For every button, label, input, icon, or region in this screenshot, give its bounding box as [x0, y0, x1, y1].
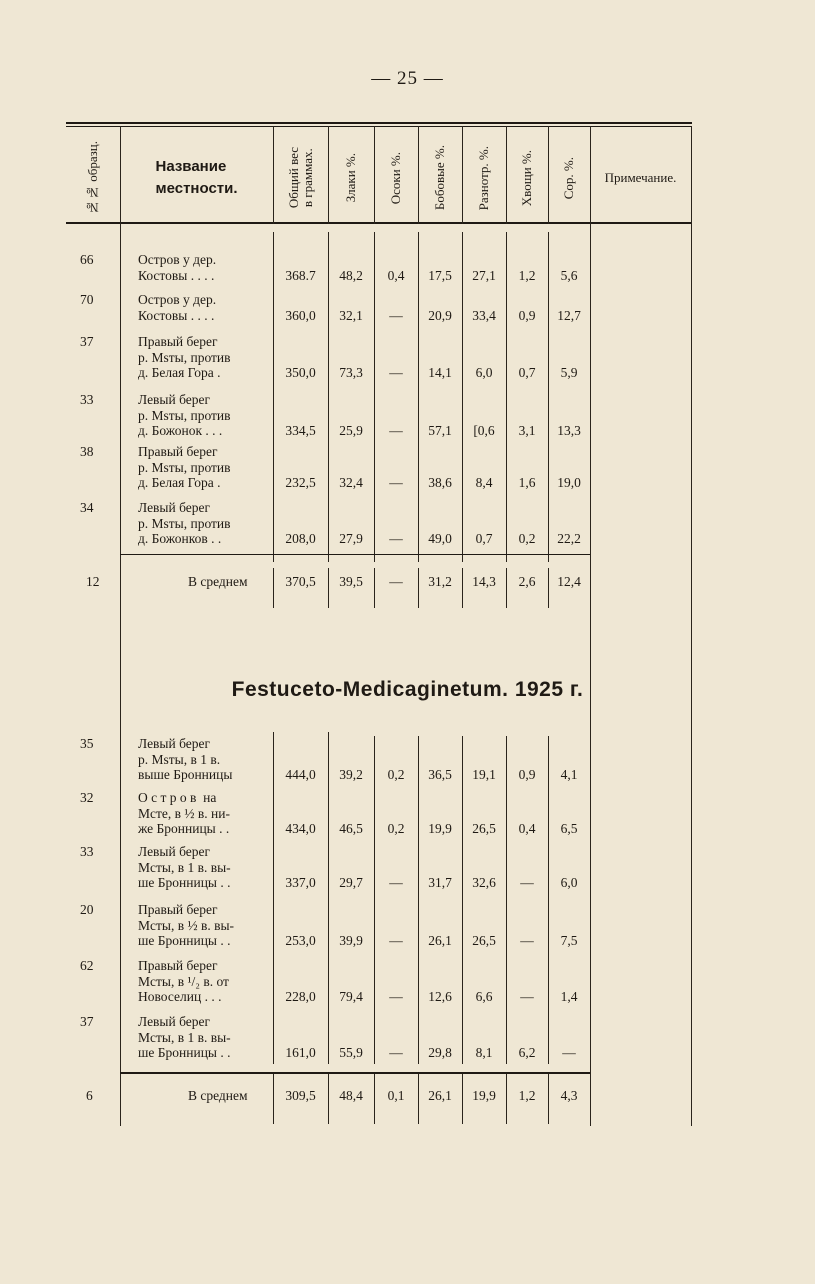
header-raznotr	[462, 130, 506, 226]
weight-value: 444,0	[285, 767, 316, 782]
khvoshch-value: —	[520, 989, 534, 1004]
osoki-value: —	[389, 1045, 403, 1060]
raznotr-value: 6,0	[475, 365, 493, 380]
raznotr-value: 8,1	[475, 1045, 493, 1060]
average-osoki-value: 0,1	[387, 1088, 405, 1103]
sor-value: 12,7	[557, 307, 581, 323]
sor-value: 22,2	[557, 531, 581, 546]
bobovye-value: 29,8	[428, 1045, 452, 1060]
header-bobovye	[418, 130, 462, 226]
bobovye-value: 57,1	[428, 423, 452, 438]
header-weight-line2: в граммах.	[299, 148, 315, 208]
raznotr-value: 27,1	[472, 267, 496, 283]
average-weight-value: 309,5	[285, 1088, 316, 1103]
zlaki-value: 55,9	[339, 1045, 363, 1060]
sample-number: 37	[80, 1014, 94, 1029]
sample-number: 66	[80, 252, 94, 267]
weight-value: 253,0	[285, 933, 316, 948]
osoki-value: —	[389, 875, 403, 890]
osoki-value: —	[389, 989, 403, 1004]
average-zlaki-value: 48,4	[339, 1088, 363, 1103]
sor-value: 1,4	[560, 989, 578, 1004]
average-bobovye-value: 31,2	[428, 574, 452, 589]
bobovye-value: 26,1	[428, 933, 452, 948]
khvoshch-value: 0,9	[518, 767, 536, 782]
khvoshch-value: 1,6	[518, 475, 536, 490]
bobovye-value: 36,5	[428, 767, 452, 782]
weight-value: 232,5	[285, 475, 316, 490]
osoki-value: 0,2	[387, 767, 405, 782]
col-divider	[374, 736, 375, 1064]
sample-number: 62	[80, 958, 94, 973]
average-raznotr-value: 14,3	[472, 574, 496, 589]
locality-name: Левый берег р. Msты, в 1 в. выше Бронницы	[138, 736, 233, 782]
header-osoki-text: Осоки %.	[388, 151, 403, 205]
osoki-value: —	[389, 933, 403, 948]
zlaki-value: 29,7	[339, 875, 363, 890]
weight-value: 350,0	[285, 365, 316, 380]
header-zlaki-text: Злаки %.	[343, 153, 358, 203]
raznotr-value: 0,7	[475, 531, 493, 546]
locality-name: Остров у дер. Костовы . . . .	[138, 292, 217, 323]
average-raznotr-value: 19,9	[472, 1088, 496, 1103]
header-note	[590, 130, 691, 226]
sor-value: 5,9	[560, 365, 578, 380]
header-osoki	[374, 130, 418, 226]
zlaki-value: 79,4	[339, 989, 363, 1004]
table-top-rule-thin	[66, 126, 692, 127]
col-divider	[548, 736, 549, 1064]
khvoshch-value: 6,2	[518, 1045, 536, 1060]
zlaki-value: 46,5	[339, 821, 363, 836]
sample-number: 70	[80, 292, 94, 307]
locality-name: Левый берег р. Msты, против д. Божонок . . .	[138, 392, 231, 438]
average-zlaki-value: 39,5	[339, 574, 363, 589]
average-osoki-value: —	[389, 574, 403, 589]
raznotr-value: 26,5	[472, 933, 496, 948]
section2-sum-rule	[120, 1072, 590, 1074]
raznotr-value: 8,4	[475, 475, 493, 490]
khvoshch-value: 0,7	[518, 365, 536, 380]
table-top-rule	[66, 122, 692, 124]
header-name-text	[155, 156, 237, 200]
section2-title: Festuceto-Medicaginetum. 1925 г.	[231, 678, 584, 701]
weight-value: 368.7	[285, 267, 316, 283]
header-bobovye-text: Бобовые %.	[432, 145, 447, 211]
raznotr-value: 26,5	[472, 821, 496, 836]
bobovye-value: 14,1	[428, 365, 452, 380]
sor-value: 7,5	[560, 933, 578, 948]
col-divider	[590, 224, 591, 1126]
weight-value: 208,0	[285, 531, 316, 546]
col-divider	[462, 736, 463, 1064]
data-table	[66, 122, 692, 1126]
sor-value: 4,1	[560, 767, 578, 782]
osoki-value: 0,2	[387, 821, 405, 836]
locality-name: Правый берег Мсты, в ½ в. вы- ше Бронницы . .	[138, 902, 235, 948]
weight-value: 434,0	[285, 821, 316, 836]
average-bobovye-value: 26,1	[428, 1088, 452, 1103]
khvoshch-value: 3,1	[518, 423, 536, 438]
raznotr-value: 19,1	[472, 767, 496, 782]
sample-number: 37	[80, 334, 94, 349]
osoki-value: —	[389, 365, 403, 380]
raznotr-value: 32,6	[472, 875, 496, 890]
locality-name: Левый берег Мсты, в 1 в. вы- ше Бронницы . .	[138, 844, 231, 890]
average-sor-value: 4,3	[560, 1088, 578, 1103]
bobovye-value: 38,6	[428, 475, 452, 490]
col-divider	[691, 126, 692, 1126]
khvoshch-value: —	[520, 875, 534, 890]
weight-value: 360,0	[285, 307, 316, 323]
locality-name: Правый берег Мсты, в ¹/₂ в. от Новоселиц . . .	[138, 958, 229, 1004]
raznotr-value: [0,6	[473, 423, 495, 438]
sample-number: 34	[80, 500, 94, 515]
bobovye-value: 17,5	[428, 267, 452, 283]
average-sample-count: 12	[86, 574, 100, 589]
header-name-line1: Название	[155, 158, 227, 175]
zlaki-value: 39,2	[339, 767, 363, 782]
col-divider	[506, 736, 507, 1064]
average-sor-value: 12,4	[557, 574, 581, 589]
header-khvoshch-text: Хвощи %.	[519, 149, 534, 207]
khvoshch-value: —	[520, 933, 534, 948]
locality-name: Левый берег р. Msты, против д. Божонков . .	[138, 500, 231, 546]
average-label: В среднем	[188, 574, 248, 589]
sor-value: 6,5	[560, 821, 578, 836]
header-note-text: Примечание.	[604, 170, 677, 185]
zlaki-value: 73,3	[339, 365, 363, 380]
raznotr-value: 6,6	[475, 989, 493, 1004]
sor-value: 19,0	[557, 475, 581, 490]
header-num-text: №№ образц.	[85, 141, 100, 215]
weight-value: 228,0	[285, 989, 316, 1004]
header-weight	[273, 130, 328, 226]
raznotr-value: 33,4	[472, 307, 496, 323]
average-label: В среднем	[188, 1088, 248, 1103]
header-khvoshch	[506, 130, 548, 226]
bobovye-value: 31,7	[428, 875, 452, 890]
col-divider	[418, 736, 419, 1064]
average-khvoshch-value: 1,2	[518, 1088, 536, 1103]
average-khvoshch-value: 2,6	[518, 574, 536, 589]
locality-name: Остров у дер. Костовы . . . .	[138, 252, 217, 283]
osoki-value: 0,4	[387, 267, 405, 283]
sor-value: 6,0	[560, 875, 578, 890]
header-sor	[548, 130, 590, 226]
bobovye-value: 12,6	[428, 989, 452, 1004]
average-weight-value: 370,5	[285, 574, 316, 589]
zlaki-value: 48,2	[339, 267, 363, 283]
sample-number: 38	[80, 444, 94, 459]
header-raznotr-text: Разнотр. %.	[476, 145, 491, 211]
osoki-value: —	[389, 423, 403, 438]
section1-sum-rule	[120, 554, 590, 555]
zlaki-value: 25,9	[339, 423, 363, 438]
locality-name: Правый берег р. Msты, против д. Белая Гора .	[138, 444, 231, 490]
sor-value: —	[562, 1045, 576, 1060]
zlaki-value: 39,9	[339, 933, 363, 948]
weight-value: 337,0	[285, 875, 316, 890]
zlaki-value: 32,1	[339, 307, 363, 323]
khvoshch-value: 1,2	[518, 267, 536, 283]
bobovye-value: 49,0	[428, 531, 452, 546]
col-divider	[120, 126, 121, 1126]
average-sample-count: 6	[86, 1088, 93, 1103]
sample-number: 35	[80, 736, 94, 751]
header-weight-text	[287, 147, 315, 208]
header-name-line2: местности.	[155, 180, 238, 197]
weight-value: 334,5	[285, 423, 316, 438]
khvoshch-value: 0,4	[518, 821, 536, 836]
locality-name: О с т р о в на Мсте, в ½ в. ни- же Бронницы . .	[138, 790, 230, 836]
header-num	[66, 130, 120, 226]
locality-name: Правый берег р. Msты, против д. Белая Гора .	[138, 334, 231, 380]
sample-number: 33	[80, 392, 94, 407]
bobovye-value: 19,9	[428, 821, 452, 836]
osoki-value: —	[389, 531, 403, 546]
zlaki-value: 27,9	[339, 531, 363, 546]
bobovye-value: 20,9	[428, 307, 452, 323]
sor-value: 13,3	[557, 423, 581, 438]
sample-number: 20	[80, 902, 94, 917]
khvoshch-value: 0,9	[518, 307, 536, 323]
khvoshch-value: 0,2	[518, 531, 536, 546]
sample-number: 33	[80, 844, 94, 859]
zlaki-value: 32,4	[339, 475, 363, 490]
header-sor-text: Сор. %.	[561, 156, 576, 200]
osoki-value: —	[389, 307, 403, 323]
header-zlaki	[328, 130, 374, 226]
osoki-value: —	[389, 475, 403, 490]
header-weight-line1: Общий вес	[285, 147, 301, 209]
sample-number: 32	[80, 790, 94, 805]
sor-value: 5,6	[560, 267, 578, 283]
header-name	[120, 130, 273, 226]
locality-name: Левый берег Мсты, в 1 в. вы- ше Бронницы . .	[138, 1014, 231, 1060]
weight-value: 161,0	[285, 1045, 316, 1060]
page-number: — 25 —	[371, 68, 444, 89]
